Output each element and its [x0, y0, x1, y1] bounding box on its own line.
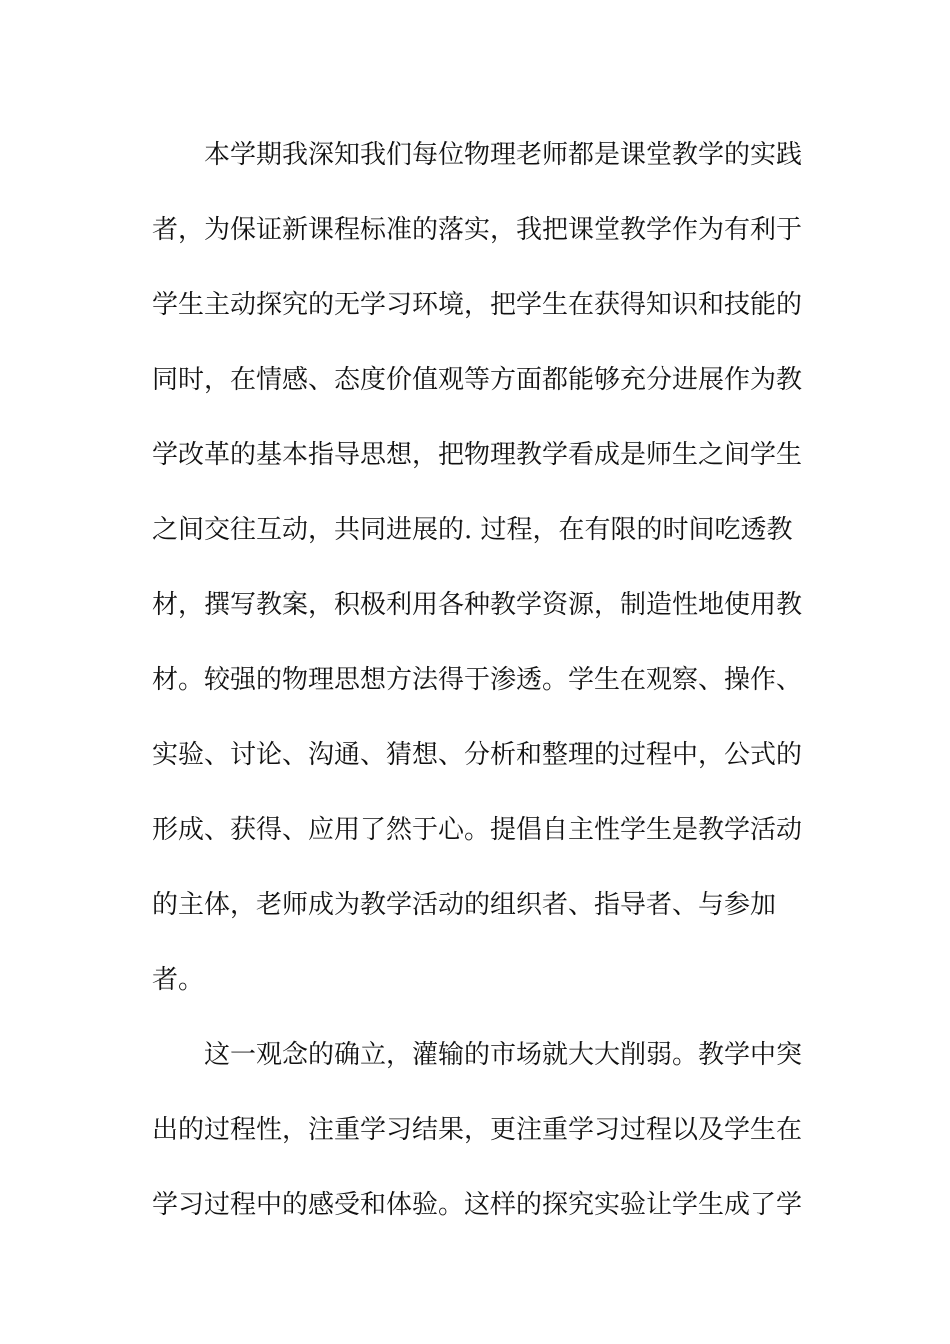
- paragraph-line: 材，撰写教案，积极利用各种教学资源，制造性地使用教: [152, 590, 803, 620]
- paragraph-line: 的主体，老师成为教学活动的组织者、指导者、与参加: [152, 890, 777, 920]
- body-text: [152, 126, 812, 1251]
- paragraph-line: 学生主动探究的无学习环境，把学生在获得知识和技能的: [152, 290, 803, 320]
- paragraph-line: 出的过程性，注重学习结果，更注重学习过程以及学生在: [152, 1115, 803, 1145]
- paragraph-line: 学习过程中的感受和体验。这样的探究实验让学生成了学: [152, 1190, 803, 1220]
- paragraph-line: 这一观念的确立，灌输的市场就大大削弱。教学中突: [204, 1040, 803, 1070]
- paragraph-1: [152, 126, 812, 1026]
- paragraph-line: 者。: [152, 965, 205, 995]
- paragraph-line: 形成、获得、应用了然于心。提倡自主性学生是教学活动: [152, 815, 803, 845]
- paragraph-line: 材。较强的物理思想方法得于渗透。学生在观察、操作、: [152, 665, 803, 695]
- paragraph-line: 同时，在情感、态度价值观等方面都能够充分进展作为教: [152, 365, 803, 395]
- paragraph-line: 者，为保证新课程标准的落实，我把课堂教学作为有利于: [152, 215, 803, 245]
- paragraph-line: 本学期我深知我们每位物理老师都是课堂教学的实践: [204, 140, 803, 170]
- paragraph-line: 学改革的基本指导思想，把物理教学看成是师生之间学生: [152, 440, 803, 470]
- paragraph-line: 实验、讨论、沟通、猜想、分析和整理的过程中，公式的: [152, 740, 803, 770]
- paragraph-2: [152, 1026, 812, 1251]
- paragraph-line: 之间交往互动，共同进展的. 过程，在有限的时间吃透教: [152, 515, 793, 545]
